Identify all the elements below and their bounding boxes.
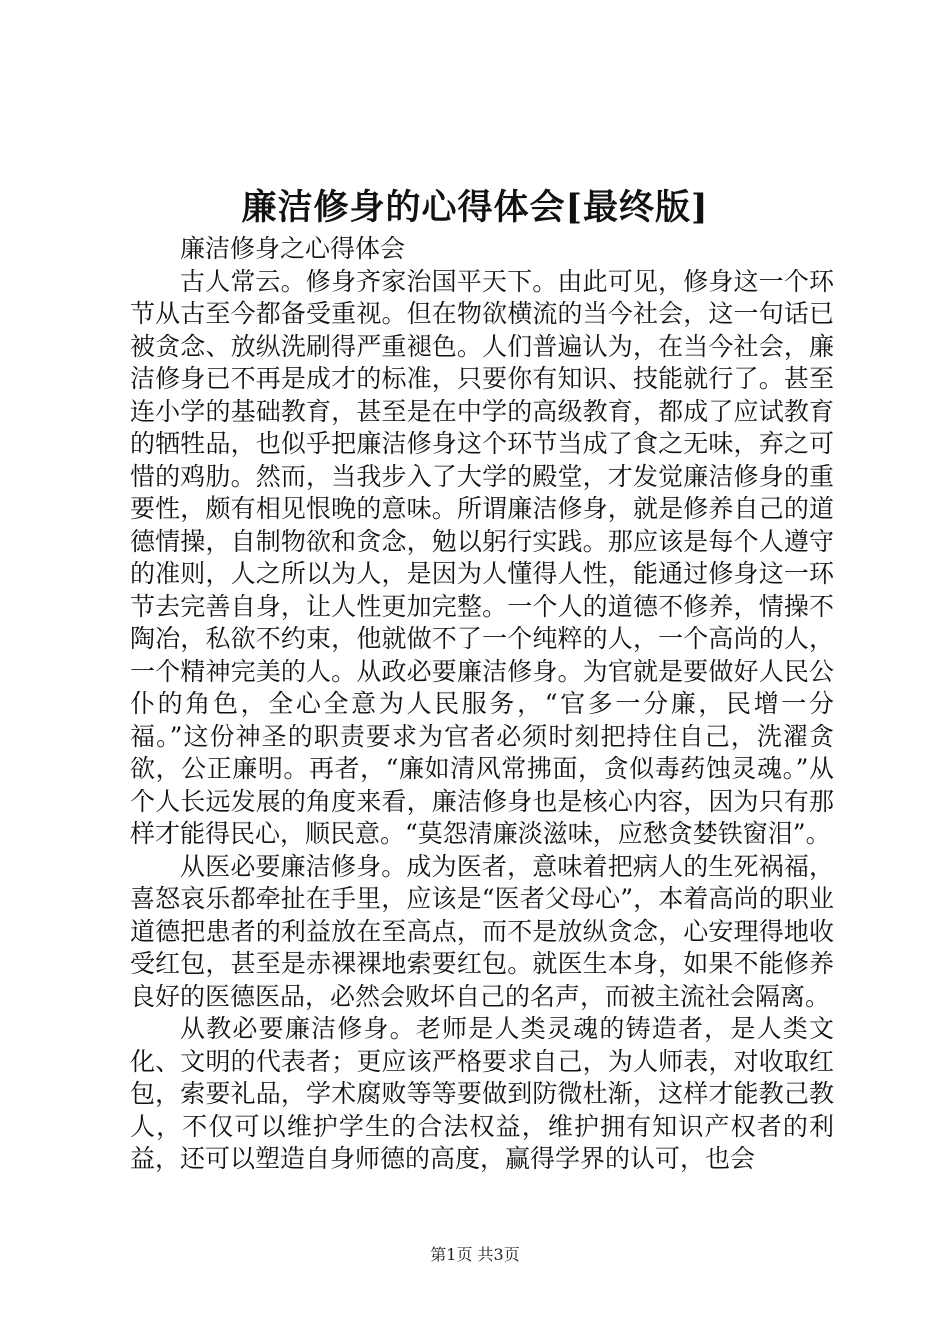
body-paragraph: 从教必要廉洁修身。老师是人类灵魂的铸造者，是人类文化、文明的代表者；更应该严格要求自己，为人师表，对收取红包，索要礼品，学术腐败等等要做到防微杜渐，这样才能教己教人，不仅可以维护学生的合法权益，维护拥有知识产权者的利益，还可以塑造自身师德的高度，赢得学界的认可，也会	[130, 1014, 834, 1173]
subtitle-paragraph: 廉洁修身之心得体会	[180, 234, 406, 263]
body-paragraph: 从医必要廉洁修身。成为医者，意味着把病人的生死祸福，喜怒哀乐都牵扯在手里，应该是“医者父母心”，本着高尚的职业道德把患者的利益放在至高点，而不是放纵贪念，心安理得地收受红包，甚至是赤裸裸地索要红包。就医生本身，如果不能修养良好的医德医品，必然会败坏自己的名声，而被主流社会隔离。	[130, 851, 834, 1011]
body-paragraph: 古人常云。修身齐家治国平天下。由此可见，修身这一个环节从古至今都备受重视。但在物欲横流的当今社会，这一句话已被贪念、放纵洗刷得严重褪色。人们普遍认为，在当今社会，廉洁修身已不再是成才的标准，只要你有知识、技能就行了。甚至连小学的基础教育，甚至是在中学的高级教育，都成了应试教育的牺牲品，也似乎把廉洁修身这个环节当成了食之无味，弃之可惜的鸡肋。然而，当我步入了大学的殿堂，才发觉廉洁修身的重要性，颇有相见恨晚的意味。所谓廉洁修身，就是修养自己的道德情操，自制物欲和贪念，勉以躬行实践。那应该是每个人遵守的准则，人之所以为人，是因为人懂得人性，能通过修身这一环节去完善自身，让人性更加完整。一个人的道德不修养，情操不陶冶，私欲不约束，他就做不了一个纯粹的人，一个高尚的人，一个精神完美的人。从政必要廉洁修身。为官就是要做好人民公仆的角色，全心全意为人民服务，“官多一分廉，民增一分福。”这份神圣的职责要求为官者必须时刻把持住自己，洗濯贪欲，公正廉明。再者，“廉如清风常拂面，贪似毒药蚀灵魂。”从个人长远发展的角度来看，廉洁修身也是核心内容，因为只有那样才能得民心，顺民意。“莫怨清廉淡滋味，应愁贪婪铁窗泪”。	[130, 266, 834, 848]
page-footer: 第1页 共3页	[430, 1245, 520, 1264]
document-body	[130, 233, 834, 1176]
document-title: 廉洁修身的心得体会[最终版]	[241, 187, 709, 228]
